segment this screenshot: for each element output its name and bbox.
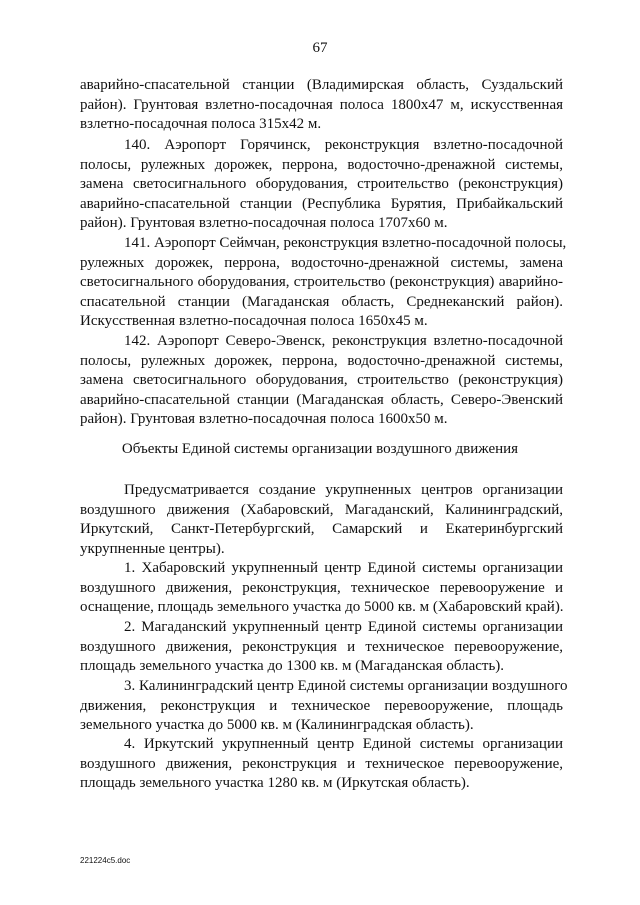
paragraph-line: рулежных дорожек, перрона, водосточно-дренажной системы, замена — [80, 254, 563, 271]
section-heading: Объекты Единой системы организации воздушного движения — [121, 441, 519, 457]
paragraph-line: спасательной станции (Магаданская область, Среднеканский район). — [80, 293, 563, 310]
paragraph-line: аварийно-спасательной станции (Владимирская область, Суздальский — [80, 77, 563, 93]
paragraph-line: укрупненные центры). — [80, 540, 225, 557]
paragraph-line: 4. Иркутский укрупненный центр Единой системы организации — [124, 736, 563, 752]
page-number: 67 — [312, 40, 328, 56]
paragraph-line: воздушного движения, реконструкция и техническое перевооружение, — [80, 638, 563, 655]
paragraph-line: Искусственная взлетно-посадочная полоса 1650x45 м. — [80, 313, 428, 329]
paragraph-line: район). Грунтовая взлетно-посадочная полоса 1707x60 м. — [80, 215, 448, 231]
paragraph-line: 1. Хабаровский укрупненный центр Единой системы организации — [124, 560, 563, 576]
paragraph-line: 140. Аэропорт Горячинск, реконструкция взлетно-посадочной — [124, 137, 563, 153]
paragraph-line: оснащение, площадь земельного участка до 5000 кв. м (Хабаровский край). — [80, 599, 564, 615]
list-item-4 — [80, 735, 563, 794]
list-item-1 — [80, 559, 563, 618]
paragraph-line: полосы, рулежных дорожек, перрона, водосточно-дренажной системы, — [80, 156, 563, 173]
paragraph-line: 2. Магаданский укрупненный центр Единой системы организации — [124, 619, 563, 635]
paragraph-line: Иркутский, Санкт-Петербургский, Самарский и Екатеринбургский — [80, 521, 563, 537]
paragraph-line: взлетно-посадочная полоса 315x42 м. — [80, 116, 322, 132]
paragraph-line: аварийно-спасательной станции (Магаданская область, Северо-Эвенский — [80, 391, 563, 408]
paragraph-line: район). Грунтовая взлетно-посадочная полоса 1600x50 м. — [80, 411, 448, 427]
paragraph-line: 141. Аэропорт Сеймчан, реконструкция взлетно-посадочной полосы, — [124, 235, 567, 251]
paragraph-line: воздушного движения, реконструкция, техническое перевооружение и — [80, 579, 563, 596]
paragraph-continuation — [80, 76, 563, 135]
paragraph-line: воздушного движения (Хабаровский, Магаданский, Калининградский, — [80, 501, 563, 518]
paragraph-line: район). Грунтовая взлетно-посадочная полоса 1800x47 м, искусственная — [80, 96, 563, 113]
paragraph-line: полосы, рулежных дорожек, перрона, водосточно-дренажной системы, — [80, 352, 563, 369]
list-item-142 — [80, 332, 563, 430]
paragraph-line: движения, реконструкция и техническое перевооружение, площадь — [80, 697, 563, 714]
paragraph-line: площадь земельного участка до 1300 кв. м (Магаданская область). — [80, 658, 505, 674]
paragraph-line: замена светосигнального оборудования, строительство (реконструкция) — [80, 372, 563, 388]
paragraph-intro — [80, 481, 563, 559]
paragraph-line: земельного участка до 5000 кв. м (Калининградская область). — [80, 717, 474, 733]
footer-file-name: 221224c5.doc — [80, 856, 131, 865]
paragraph-line: замена светосигнального оборудования, строительство (реконструкция) — [80, 176, 563, 192]
list-item-141 — [80, 234, 567, 332]
paragraph-line: 142. Аэропорт Северо-Эвенск, реконструкция взлетно-посадочной — [124, 333, 563, 349]
paragraph-line: аварийно-спасательной станции (Республика Бурятия, Прибайкальский — [80, 195, 563, 212]
paragraph-line: Предусматривается создание укрупненных центров организации — [124, 482, 563, 498]
list-item-2 — [80, 618, 563, 677]
paragraph-line: площадь земельного участка 1280 кв. м (Иркутская область). — [80, 775, 470, 791]
list-item-140 — [80, 136, 563, 234]
list-item-3 — [80, 677, 568, 736]
paragraph-line: светосигнального оборудования, строительство (реконструкция) аварийно- — [80, 274, 563, 290]
paragraph-line: 3. Калининградский центр Единой системы организации воздушного — [124, 678, 568, 694]
paragraph-line: воздушного движения, реконструкция и техническое перевооружение, — [80, 755, 563, 772]
